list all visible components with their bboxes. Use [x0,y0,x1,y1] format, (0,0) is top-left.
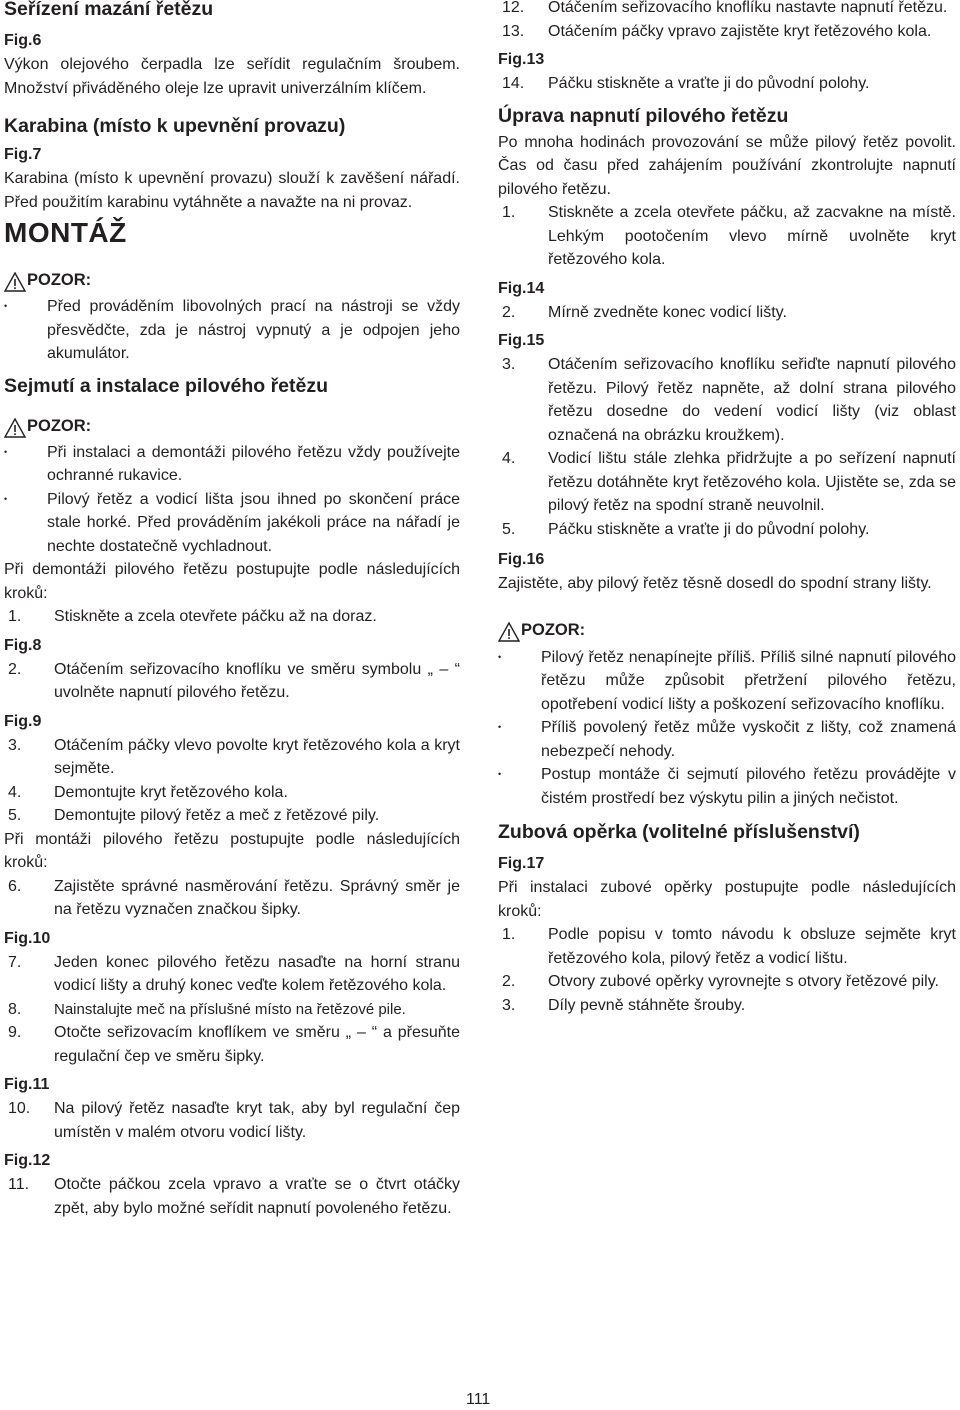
step-item: 3. Díly pevně stáhněte šrouby. [502,996,746,1014]
fig-ref: Fig.14 [498,279,545,297]
step-item: 8. Nainstalujte meč na příslušné místo na řetězové pile. [8,1000,406,1018]
step-item: 1. Podle popisu v tomto návodu k obsluze sejměte kryt řetězového kola, pilový řetěz a vodicí lištu. [502,926,956,967]
warning-triangle-icon [498,622,520,642]
paragraph: Po mnoha hodinách provozování se může pilový řetěz povolit. Čas od času před zahájením používání zkontrolujte napnutí pilového řetězu. [498,133,956,198]
step-item: 11. Otočte páčkou zcela vpravo a vraťte se o čtvrt otáčky zpět, aby bylo možné seřídit napnutí povoleného řetězu. [8,1176,460,1217]
heading-chain-removal: Sejmutí a instalace pilového řetězu [4,374,329,397]
step-item: 10. Na pilový řetěz nasaďte kryt tak, aby byl regulační čep umístěn v malém otvoru vodicí lišty. [8,1100,460,1141]
caution-label: POZOR: [4,268,460,292]
paragraph: Při instalaci zubové opěrky postupujte podle následujících kroků: [498,879,956,920]
caution-label: POZOR: [498,618,956,642]
fig-ref: Fig.16 [498,551,545,568]
fig-ref: Fig.11 [4,1076,50,1093]
left-column [4,0,460,1220]
step-item: 2. Otvory zubové opěrky vyrovnejte s otvory řetězové pily. [502,973,939,990]
fig-ref: Fig.17 [498,855,545,872]
step-item: 2. Otáčením seřizovacího knoflíku ve směru symbolu „ – “ uvolněte napnutí pilového řetězu. [8,660,460,701]
paragraph: Zajistěte, aby pilový řetěz těsně dosedl do spodní strany lišty. [498,575,932,592]
step-item: 4. Demontujte kryt řetězového kola. [8,783,288,801]
step-item: 1. Stiskněte a zcela otevřete páčku až na doraz. [8,608,377,625]
step-item: 6. Zajistěte správné nasměrování řetězu. Správný směr je na řetězu vyznačen značkou šipky. [8,877,460,918]
right-column [498,0,956,1017]
fig-ref: Fig.7 [4,146,42,163]
caution-bullet: • Při instalaci a demontáži pilového řetězu vždy používejte ochranné rukavice. [4,441,460,488]
paragraph: Při montáži pilového řetězu postupujte podle následujících kroků: [4,830,460,871]
paragraph: Karabina (místo k upevnění provazu) slouží k zavěšení nářadí. Před použitím karabinu vytáhněte a navažte na ni provaz. [4,170,460,211]
heading-tooth-rest: Zubová opěrka (volitelné příslušenství) [498,821,860,843]
page-number: 111 [466,1391,491,1408]
step-item: 12. Otáčením seřizovacího knoflíku nastavte napnutí řetězu. [502,0,948,16]
caution-label: POZOR: [4,414,460,438]
step-item: 9. Otočte seřizovacím knoflíkem ve směru „ – “ a přesuňte regulační čep ve směru šipky. [8,1024,460,1065]
caution-bullet: • Pilový řetěz a vodicí lišta jsou ihned po skončení práce stale horké. Před prováděním jakékoli práce na nářadí je nechte dostatečně vychladnout. [4,488,460,559]
heading-chain-tension: Úprava napnutí pilového řetězu [498,104,789,127]
step-item: 1. Stiskněte a zcela otevřete páčku, až zacvakne na místě. Lehkým pootočením vlevo mírně uvolněte kryt řetězového kola. [502,204,956,268]
heading-assembly: MONTÁŽ [4,217,127,248]
fig-ref: Fig.10 [4,929,51,947]
step-item: 5. Demontujte pilový řetěz a meč z řetězové pily. [8,807,380,824]
step-item: 13. Otáčením páčky vpravo zajistěte kryt řetězového kola. [502,22,932,40]
warning-triangle-icon [4,272,26,292]
step-item: 3. Otáčením seřizovacího knoflíku seřiďte napnutí pilového řetězu. Pilový řetěz napněte, až dolní strana pilového řetězu dosedne do vedení vodicí lišty (viz oblast označená na obrázku kroužkem). [502,356,956,444]
step-item: 2. Mírně zvedněte konec vodicí lišty. [502,303,787,321]
fig-ref: Fig.13 [498,51,545,68]
paragraph: Při demontáži pilového řetězu postupujte podle následujících kroků: [4,561,460,602]
paragraph: Výkon olejového čerpadla lze seřídit regulačním šroubem. Množství přiváděného oleje lze upravit univerzálním klíčem. [4,56,460,97]
step-item: 5. Páčku stiskněte a vraťte ji do původní polohy. [502,520,870,538]
caution-bullet: • Postup montáže či sejmutí pilového řetězu provádějte v čistém prostředí bez výskytu pilin a jiných nečistot. [498,763,956,810]
step-item: 7. Jeden konec pilového řetězu nasaďte na horní stranu vodicí lišty a druhý konec veďte kolem řetězového kola. [8,953,460,994]
fig-ref: Fig.8 [4,636,42,654]
warning-triangle-icon [4,418,26,438]
fig-ref: Fig.9 [4,712,42,730]
step-item: 4. Vodicí lištu stále zlehka přidržujte a po seřízení napnutí řetězu dotáhněte kryt řetězového kola. Ujistěte se, zda se pilový řetěz na spodní straně neuvolnil. [502,450,956,514]
fig-ref: Fig.12 [4,1152,51,1169]
caution-bullet: • Před prováděním libovolných prací na nástroji se vždy přesvědčte, zda je nástroj vypnutý a je odpojen jeho akumulátor. [4,295,460,366]
fig-ref: Fig.15 [498,332,545,349]
caution-bullet: • Pilový řetěz nenapínejte příliš. Příliš silné napnutí pilového řetězu může způsobit přetržení pilového řetězu, opotřebení vodicí lišty a poškození seřizovacího knoflíku. [498,646,956,717]
heading-chain-lubrication: Seřízení mazání řetězu [4,0,214,20]
step-item: 14. Páčku stiskněte a vraťte ji do původní polohy. [502,75,870,92]
heading-carabiner: Karabina (místo k upevnění provazu) [4,115,346,137]
caution-bullet: • Příliš povolený řetěz může vyskočit z lišty, což znamená nebezpečí nehody. [498,716,956,763]
step-item: 3. Otáčením páčky vlevo povolte kryt řetězového kola a kryt sejměte. [8,736,460,777]
fig-ref: Fig.6 [4,32,42,49]
